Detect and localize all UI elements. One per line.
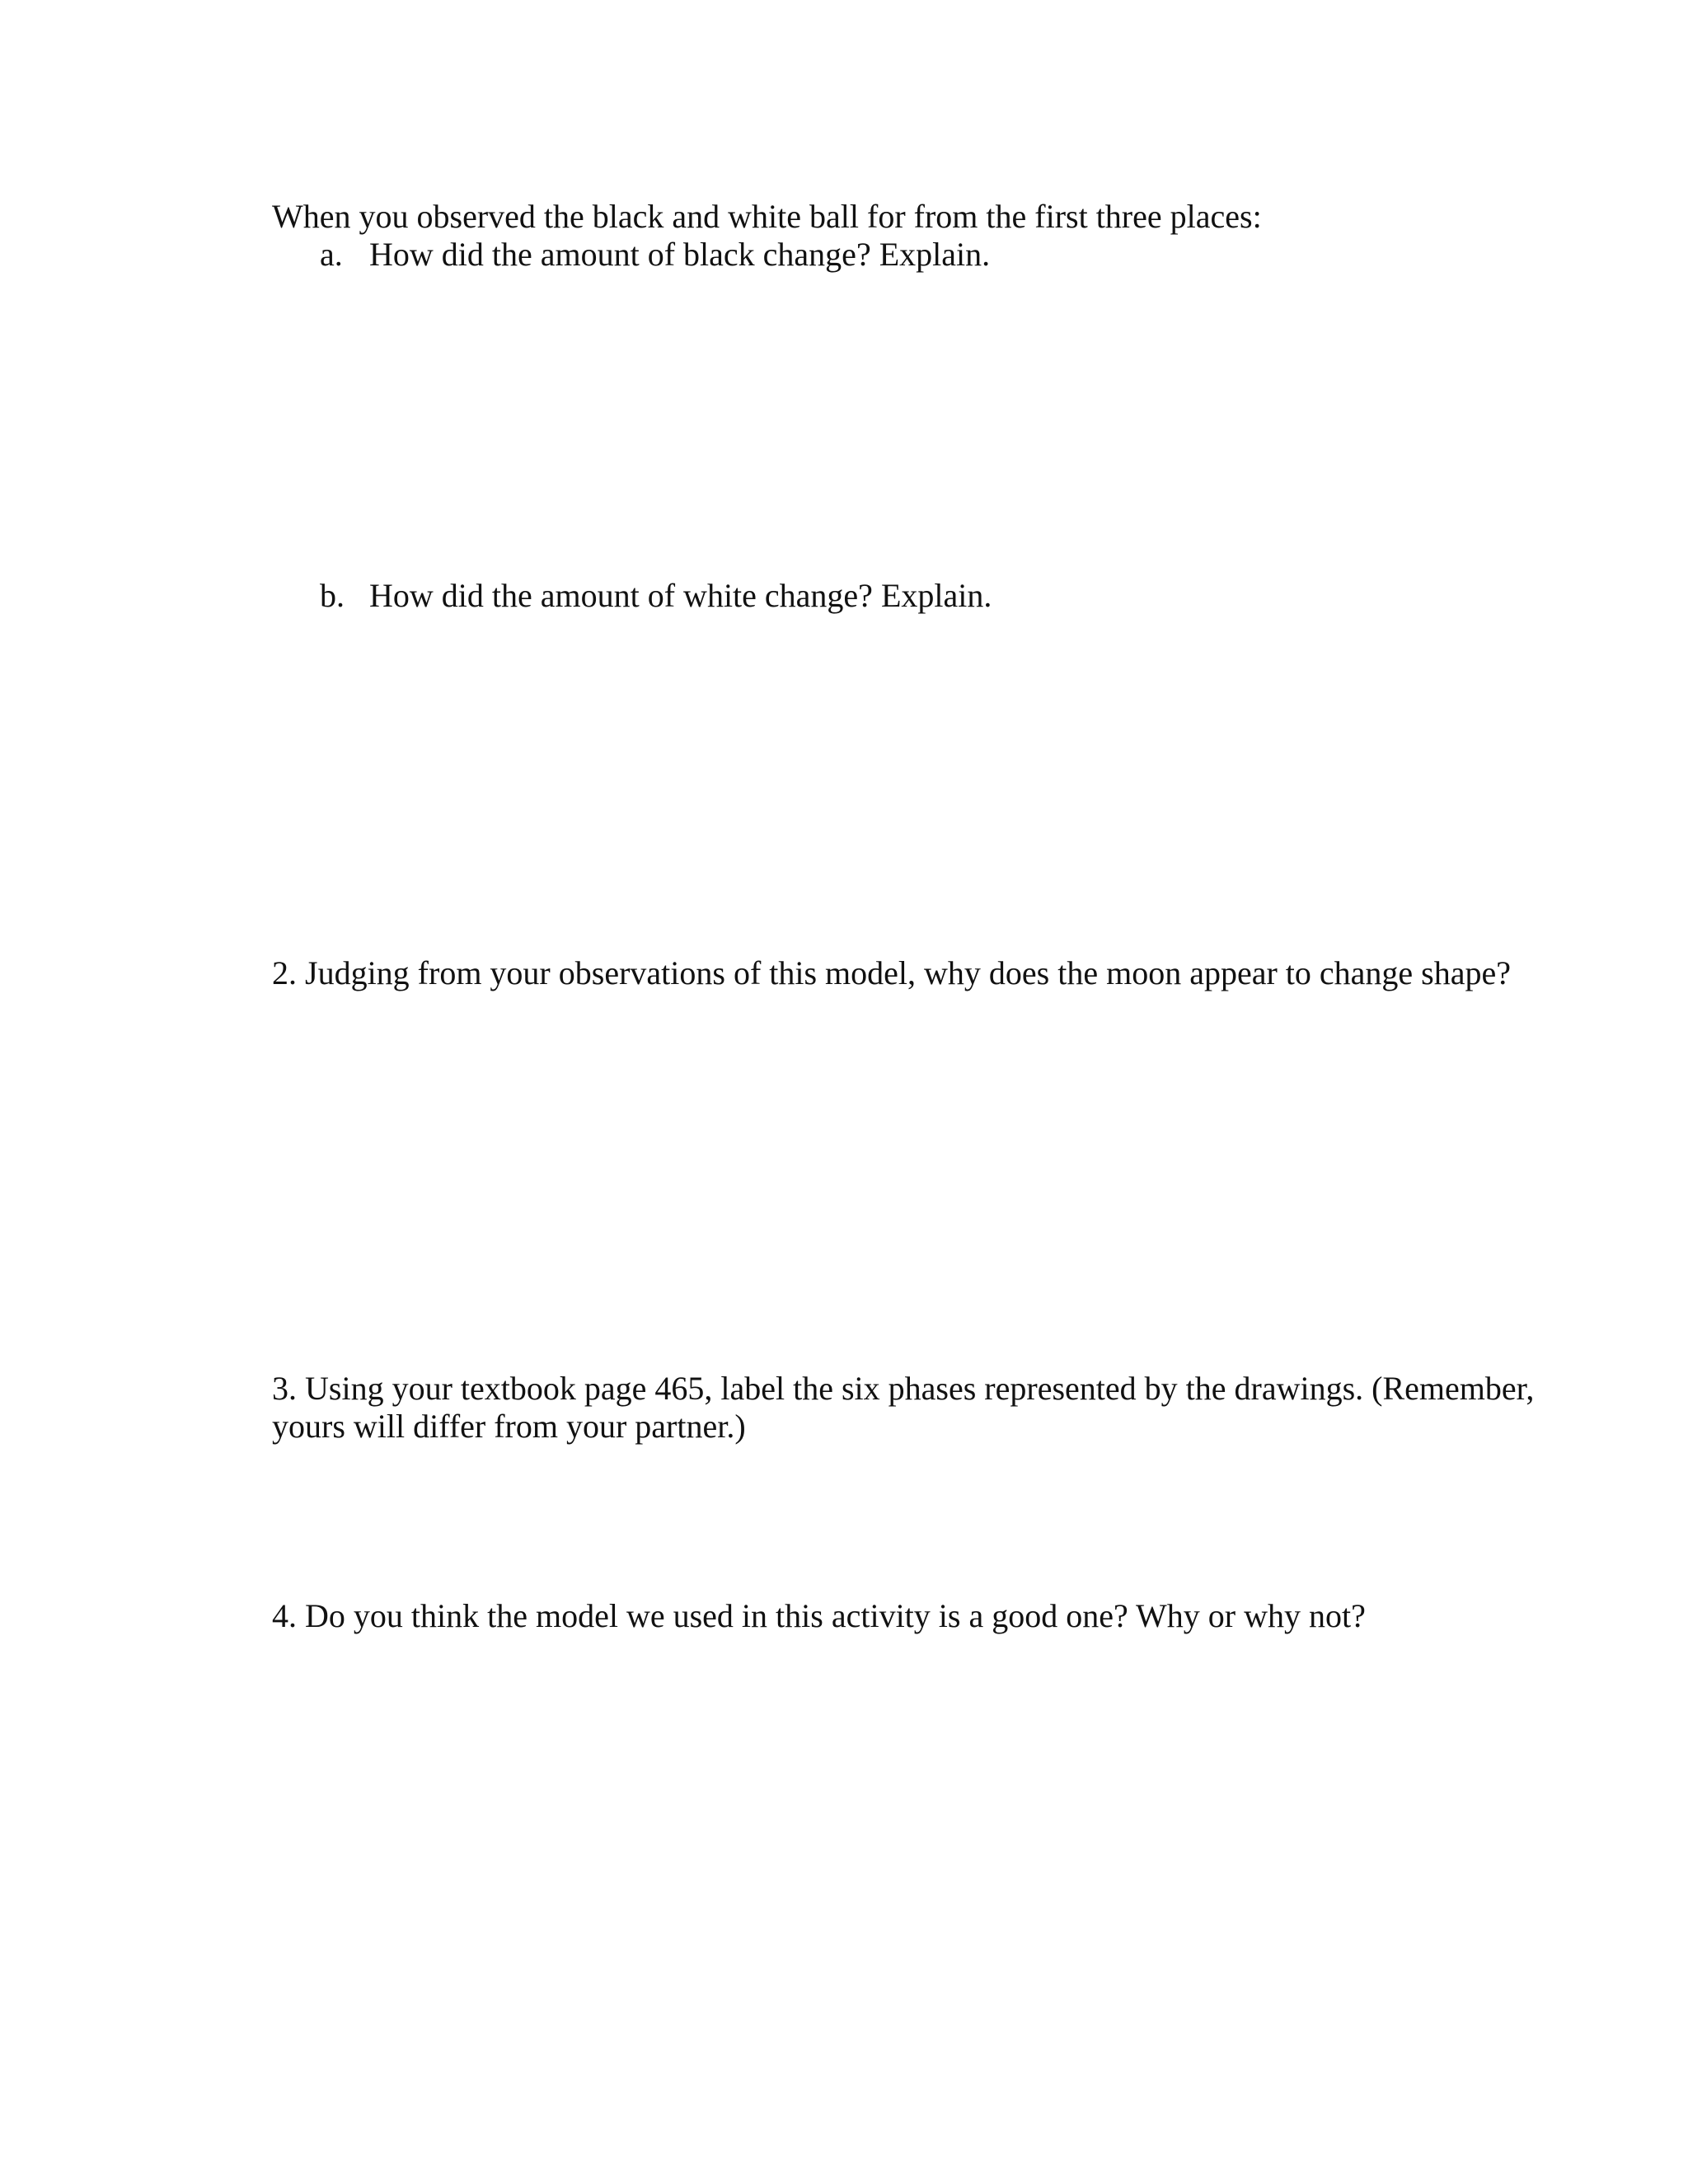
sub-question-a-marker: a. bbox=[320, 236, 343, 273]
question-2: 2. Judging from your observations of this model, why does the moon appear to change shape? bbox=[272, 954, 1512, 991]
question-4: 4. Do you think the model we used in this activity is a good one? Why or why not? bbox=[272, 1597, 1366, 1634]
question-3-line-1: 3. Using your textbook page 465, label the six phases represented by the drawings. (Remember, bbox=[272, 1370, 1535, 1407]
question-1-intro: When you observed the black and white ball for from the first three places: bbox=[272, 198, 1262, 235]
sub-question-b-text: How did the amount of white change? Explain. bbox=[369, 577, 992, 614]
sub-question-a-text: How did the amount of black change? Explain. bbox=[369, 236, 991, 273]
question-3-line-2: yours will differ from your partner.) bbox=[272, 1408, 746, 1445]
sub-question-b-marker: b. bbox=[320, 577, 345, 614]
